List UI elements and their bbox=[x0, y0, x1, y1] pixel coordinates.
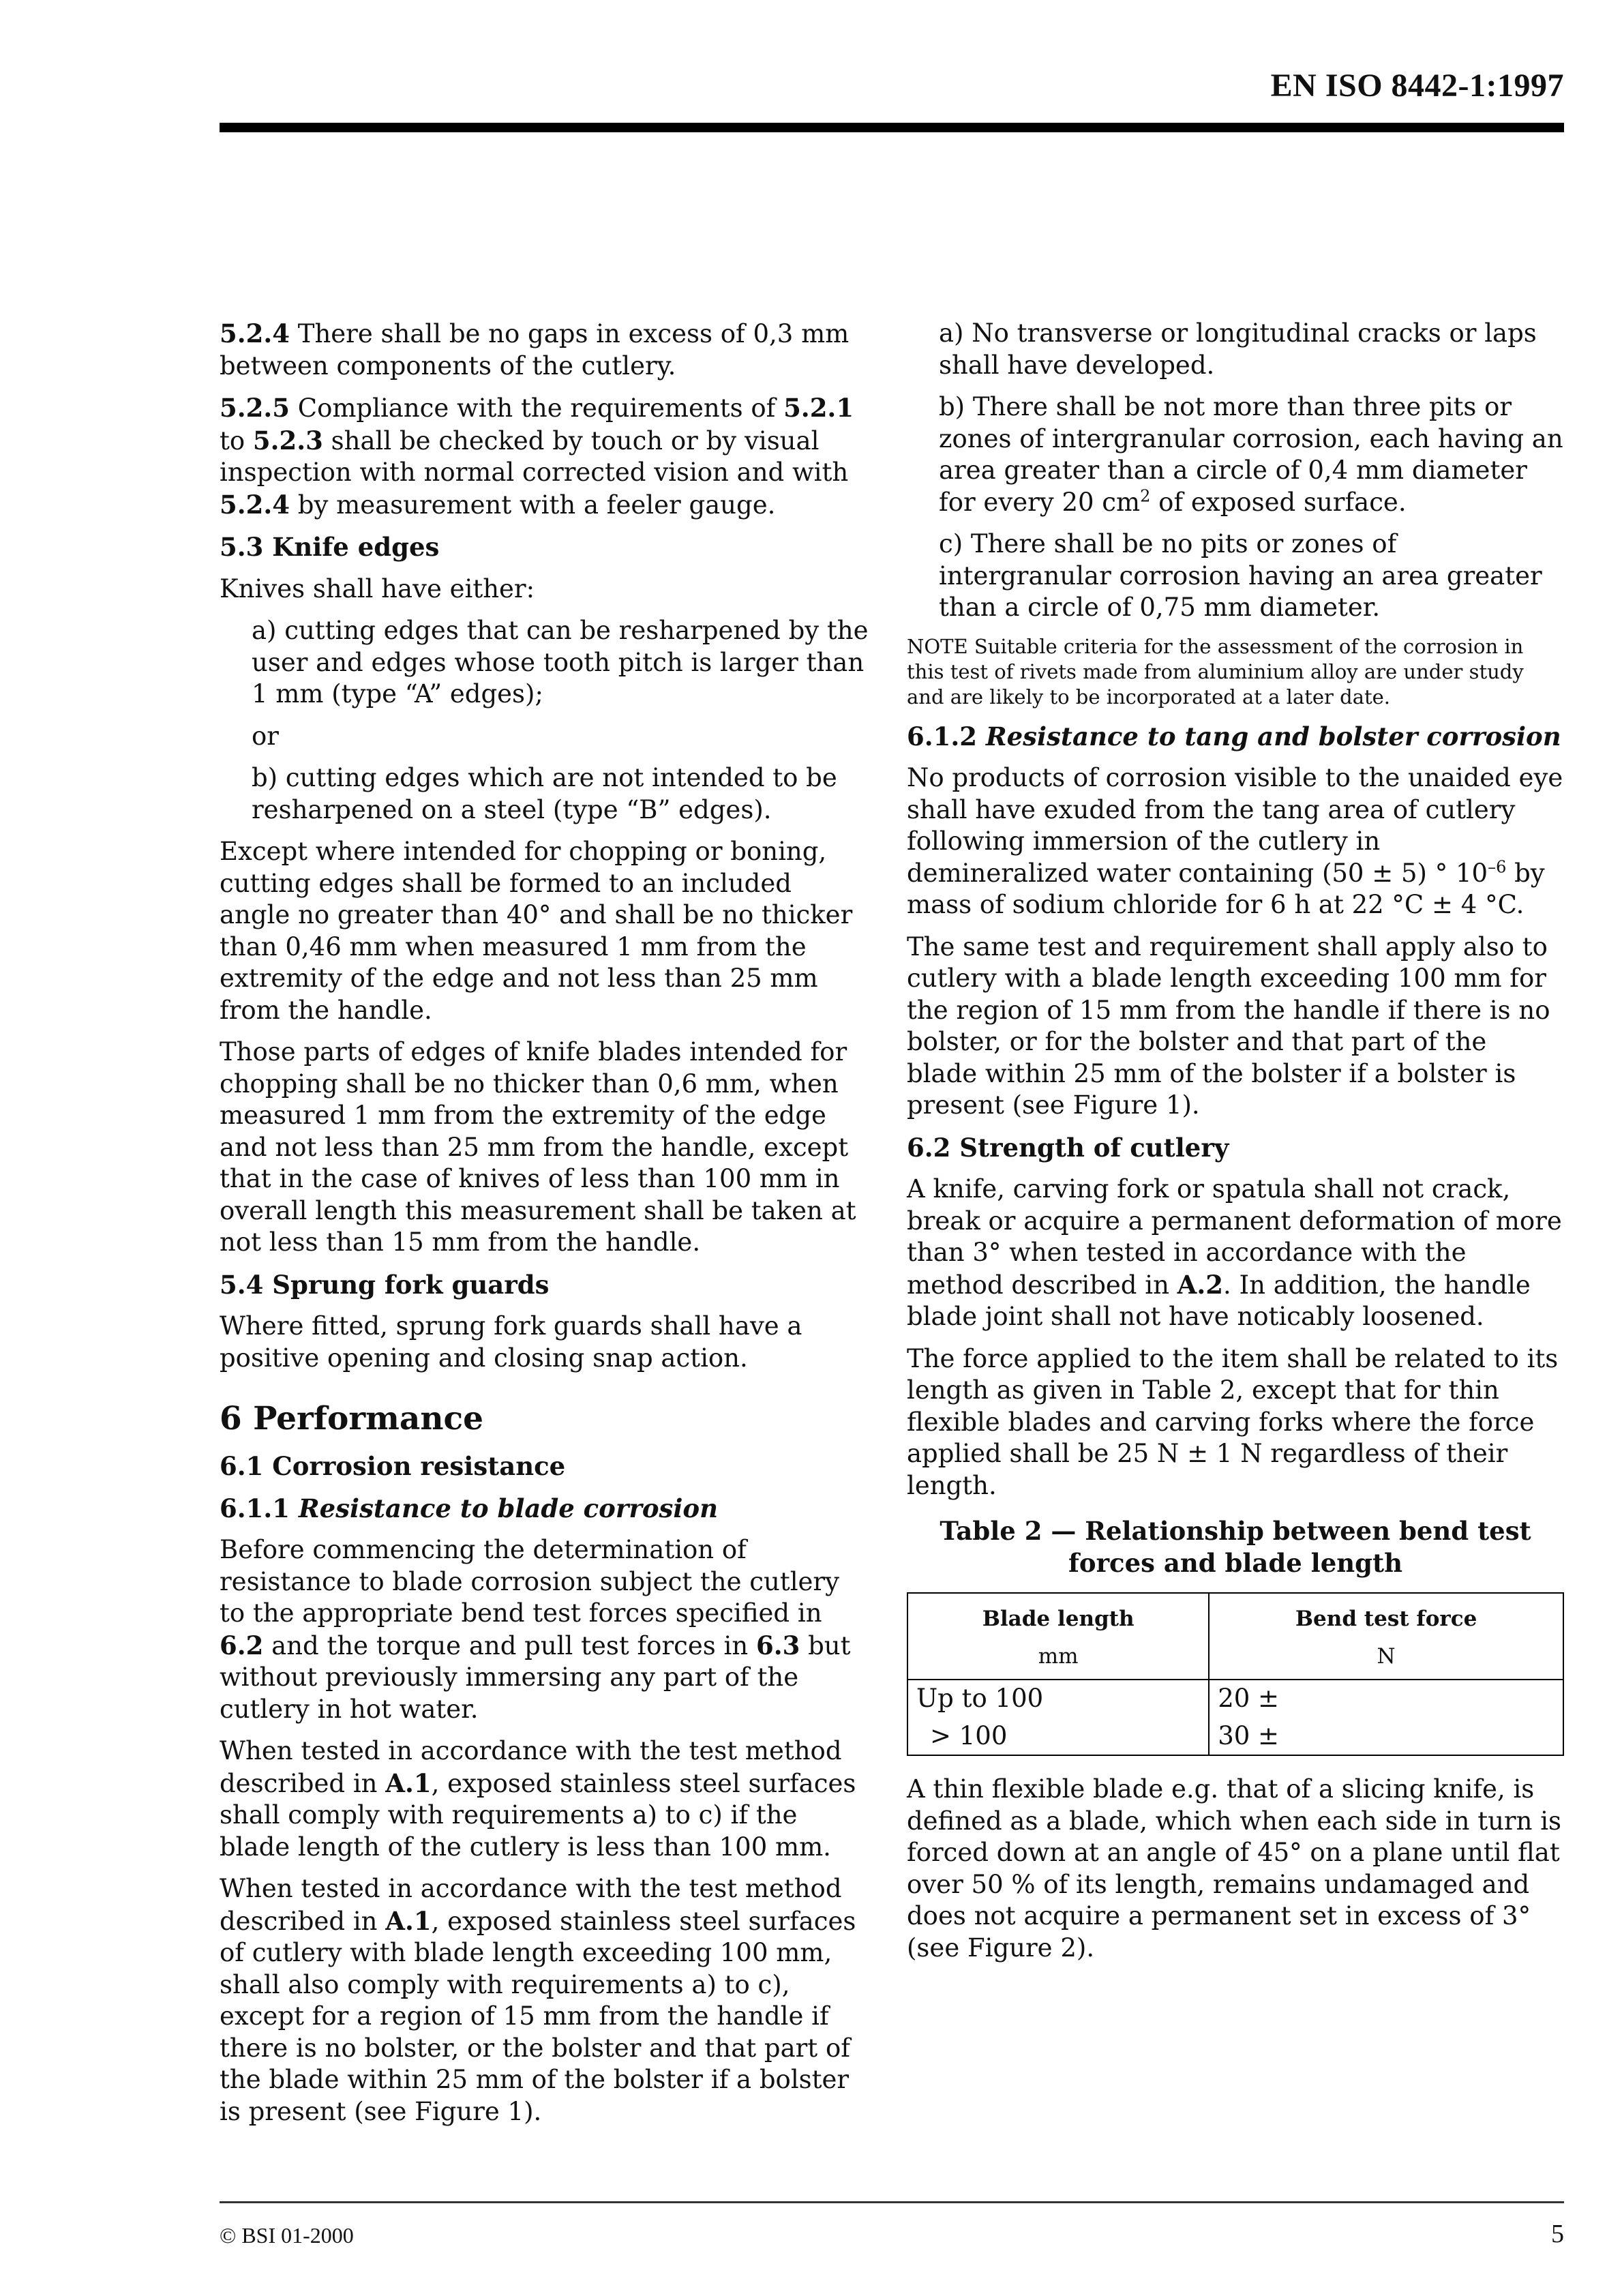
clause-5-2-5: 5.2.5 Compliance with the requirements of 5.2.1 to 5.2.3 shall be checked by touch or by visual inspection with normal corrected vision and with 5.2.4 by measurement with a feeler gauge. bbox=[220, 393, 854, 520]
heading-6-1-1: 6.1.1 Resistance to blade corrosion bbox=[220, 1493, 718, 1523]
para-chopping-edges: Those parts of edges of knife blades intended for chopping shall be no thicker than 0,6 mm, when measured 1 mm from the extremity of the edge and not less than 25 mm from the handle, except that in the case of knives of less than 100 mm in overall length this measurement shall be taken at not less than 15 mm from the handle. bbox=[220, 1037, 856, 1257]
table-row bbox=[907, 1680, 1563, 1718]
col-header-bend-force: Bend test force bbox=[1209, 1593, 1563, 1638]
word-or: or bbox=[252, 721, 279, 751]
heading-5-3: 5.3 Knife edges bbox=[220, 532, 440, 562]
left-column bbox=[220, 318, 869, 2138]
para-tang-corrosion: No products of corrosion visible to the unaided eye shall have exuded from the tang area of cutlery following immersion of the cutlery in demineralized water containing (50 ± 5) ° $10^{-6}$ by mass of sodium chloride for 6 h at 22 °C ± 4 °C. bbox=[907, 763, 1563, 919]
heading-6: 6 Performance bbox=[220, 1400, 484, 1437]
req-b-pits: b) There shall be not more than three pits or zones of intergranular corrosion, each having an area greater than a circle of 0,4 mm diameter for every 20 $cm^2$ of exposed surface. bbox=[939, 392, 1563, 517]
col-header-blade-length: Blade length bbox=[907, 1593, 1209, 1638]
para-fork-guards: Where fitted, sprung fork guards shall have a positive opening and closing snap action. bbox=[220, 1311, 802, 1373]
right-column bbox=[907, 318, 1564, 1974]
para-edge-angle: Except where intended for chopping or boning, cutting edges shall be formed to an included angle no greater than 40° and shall be no thicker than 0,46 mm when measured 1 mm from the extremity of the edge and not less than 25 mm from the handle. bbox=[220, 837, 853, 1025]
heading-6-2: 6.2 Strength of cutlery bbox=[907, 1132, 1229, 1163]
col-unit-length: mm bbox=[907, 1638, 1209, 1680]
standard-number: EN ISO 8442-1:1997 bbox=[1270, 68, 1564, 104]
para-knives-intro: Knives shall have either: bbox=[220, 573, 535, 603]
header-rule bbox=[220, 123, 1564, 132]
para-force-applied: The force applied to the item shall be related to its length as given in Table 2, except that for thin flexible blades and carving forks where the force applied shall be 25 N ± 1 N regardless of their length. bbox=[907, 1343, 1559, 1500]
note-rivets: NOTE Suitable criteria for the assessment of the corrosion in this test of rivets made from aluminium alloy are under study and are likely to be incorporated at a later date. bbox=[907, 634, 1524, 709]
table-2 bbox=[907, 1592, 1564, 1756]
table-2-caption: Table 2 — Relationship between bend test forces and blade length bbox=[940, 1516, 1531, 1578]
para-thin-blade-definition: A thin flexible blade e.g. that of a slicing knife, is defined as a blade, which when each side in turn is forced down at an angle of 45° on a plane until flat over 50 % of its length, remains undamaged and does not acquire a permanent set in excess of 3° (see Figure 2). bbox=[907, 1774, 1562, 1963]
clause-5-2-4: 5.2.4 There shall be no gaps in excess of 0,3 mm between components of the cutlery. bbox=[220, 318, 850, 381]
req-c-pits: c) There shall be no pits or zones of intergranular corrosion having an area greater than a circle of 0,75 mm diameter. bbox=[939, 529, 1542, 622]
heading-6-1-2: 6.1.2 Resistance to tang and bolster corrosion bbox=[907, 721, 1561, 751]
para-blade-corrosion-prep: Before commencing the determination of resistance to blade corrosion subject the cutlery to the appropriate bend test forces specified in 6.2 and the torque and pull test forces in 6.3 but without previously immersing any part of the cutlery in hot water. bbox=[220, 1535, 851, 1724]
cell-force: 30 ± bbox=[1209, 1718, 1563, 1756]
para-tang-long-blades: The same test and requirement shall apply also to cutlery with a blade length exceeding 100 mm for the region of 15 mm from the handle if there is no bolster, or for the bolster and that part of the blade within 25 mm of the bolster if a bolster is present (see Figure 1). bbox=[907, 931, 1550, 1120]
copyright: © BSI 01-2000 bbox=[220, 2223, 354, 2248]
para-blade-under-100: When tested in accordance with the test method described in A.1, exposed stainless steel surfaces shall comply with requirements a) to c) if the blade length of the cutlery is less than 100 mm. bbox=[220, 1736, 856, 1862]
cell-force: 20 ± bbox=[1209, 1680, 1563, 1718]
heading-5-4: 5.4 Sprung fork guards bbox=[220, 1269, 550, 1300]
page-number: 5 bbox=[1551, 2220, 1564, 2248]
item-type-b-edges: b) cutting edges which are not intended to be resharpened on a steel (type “B” edges). bbox=[252, 763, 837, 824]
cell-length: > 100 bbox=[907, 1718, 1209, 1756]
item-type-a-edges: a) cutting edges that can be resharpened by the user and edges whose tooth pitch is larger than 1 mm (type “A” edges); bbox=[252, 616, 869, 709]
heading-6-1: 6.1 Corrosion resistance bbox=[220, 1451, 566, 1481]
para-strength: A knife, carving fork or spatula shall not crack, break or acquire a permanent deformation of more than 3° when tested in accordance with the method described in A.2. In addition, the handle blade joint shall not have noticably loosened. bbox=[907, 1174, 1562, 1331]
para-blade-over-100: When tested in accordance with the test method described in A.1, exposed stainless steel surfaces of cutlery with blade length exceeding 100 mm, shall also comply with requirements a) to c), except for a region of 15 mm from the handle if there is no bolster, or the bolster and that part of the blade within 25 mm of the bolster if a bolster is present (see Figure 1). bbox=[220, 1874, 856, 2126]
req-a-cracks: a) No transverse or longitudinal cracks or laps shall have developed. bbox=[939, 318, 1537, 380]
table-row bbox=[907, 1718, 1563, 1756]
cell-length: Up to 100 bbox=[907, 1680, 1209, 1718]
col-unit-force: N bbox=[1209, 1638, 1563, 1680]
footer-rule bbox=[220, 2201, 1564, 2203]
